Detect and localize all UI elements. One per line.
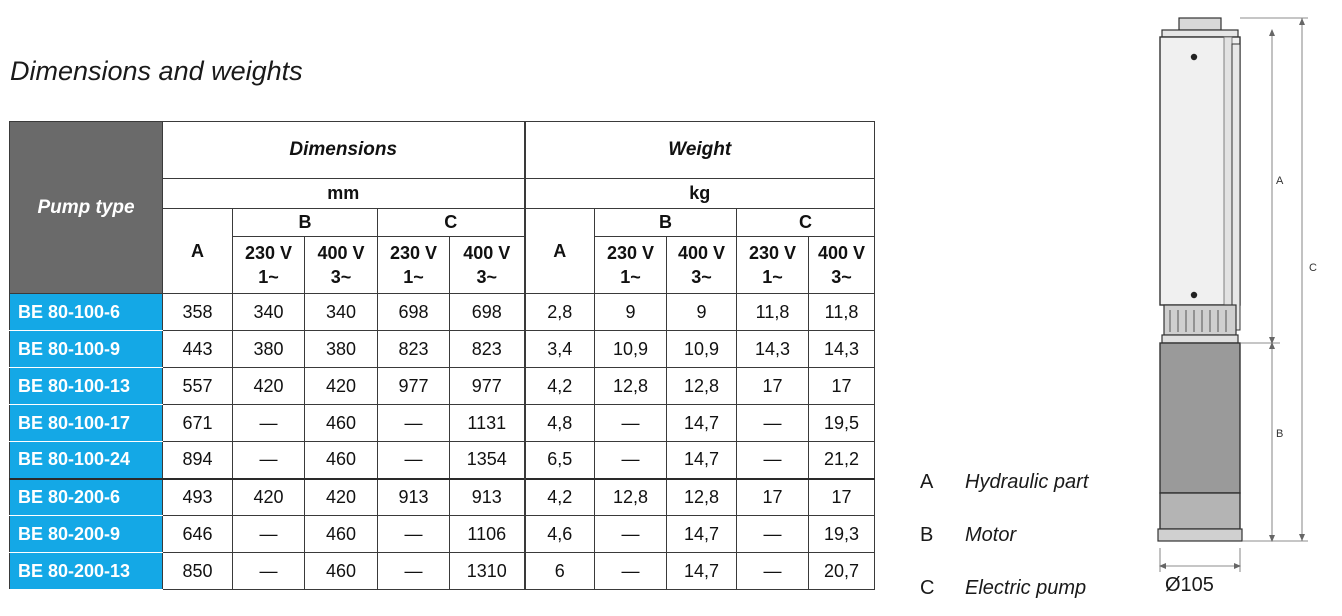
- table-row: [10, 479, 875, 516]
- dimension-label-b: B: [1276, 428, 1284, 440]
- voltage-header: [450, 237, 525, 294]
- dimension-label-a: A: [1276, 175, 1284, 187]
- value-cell: 460: [305, 516, 378, 553]
- value-cell: 1310: [450, 553, 525, 590]
- value-cell: 380: [305, 331, 378, 368]
- value-cell: —: [378, 442, 450, 479]
- voltage-header: [305, 237, 378, 294]
- value-cell: 1354: [450, 442, 525, 479]
- pump-drawing: [1140, 0, 1340, 616]
- value-cell: 443: [163, 331, 233, 368]
- value-cell: 557: [163, 368, 233, 405]
- table-row: [10, 516, 875, 553]
- value-cell: 1131: [450, 405, 525, 442]
- value-cell: —: [233, 553, 305, 590]
- value-cell: 358: [163, 294, 233, 331]
- value-cell: 671: [163, 405, 233, 442]
- value-cell: —: [233, 442, 305, 479]
- value-cell: 913: [378, 479, 450, 516]
- value-cell: —: [595, 405, 667, 442]
- value-cell: 698: [450, 294, 525, 331]
- value-cell: 380: [233, 331, 305, 368]
- voltage-label: 230 V: [748, 243, 797, 263]
- pump-type-cell: BE 80-200-13: [10, 553, 163, 590]
- dimensions-weights-table: [9, 121, 875, 590]
- voltage-header: [737, 237, 809, 294]
- table-row: [10, 294, 875, 331]
- value-cell: 20,7: [809, 553, 875, 590]
- value-cell: 21,2: [809, 442, 875, 479]
- diameter-label: Ø105: [1165, 574, 1214, 596]
- value-cell: —: [595, 553, 667, 590]
- value-cell: 14,7: [667, 553, 737, 590]
- value-cell: 6,5: [525, 442, 595, 479]
- voltage-label: 230 V: [244, 243, 293, 263]
- value-cell: 4,2: [525, 479, 595, 516]
- value-cell: 913: [450, 479, 525, 516]
- voltage-header: [595, 237, 667, 294]
- pump-type-cell: BE 80-100-9: [10, 331, 163, 368]
- value-cell: 12,8: [667, 479, 737, 516]
- value-cell: —: [737, 516, 809, 553]
- value-cell: 9: [667, 294, 737, 331]
- dim-col-c: C: [378, 209, 525, 237]
- value-cell: 340: [305, 294, 378, 331]
- value-cell: 646: [163, 516, 233, 553]
- value-cell: 19,5: [809, 405, 875, 442]
- value-cell: 4,6: [525, 516, 595, 553]
- pump-type-cell: BE 80-200-9: [10, 516, 163, 553]
- value-cell: 14,3: [737, 331, 809, 368]
- phase-label: 1~: [258, 267, 279, 287]
- phase-label: 1~: [620, 267, 641, 287]
- value-cell: 17: [809, 479, 875, 516]
- value-cell: —: [378, 516, 450, 553]
- voltage-label: 230 V: [389, 243, 438, 263]
- value-cell: —: [737, 553, 809, 590]
- value-cell: 4,8: [525, 405, 595, 442]
- table-row: [10, 553, 875, 590]
- value-cell: 17: [809, 368, 875, 405]
- value-cell: 10,9: [667, 331, 737, 368]
- value-cell: —: [737, 405, 809, 442]
- voltage-label: 400 V: [677, 243, 726, 263]
- value-cell: —: [737, 442, 809, 479]
- value-cell: —: [595, 516, 667, 553]
- value-cell: —: [233, 516, 305, 553]
- voltage-header: [378, 237, 450, 294]
- value-cell: 340: [233, 294, 305, 331]
- voltage-label: 400 V: [463, 243, 511, 263]
- value-cell: 493: [163, 479, 233, 516]
- value-cell: 460: [305, 442, 378, 479]
- value-cell: 4,2: [525, 368, 595, 405]
- value-cell: 850: [163, 553, 233, 590]
- legend-key: B: [920, 524, 934, 546]
- value-cell: 460: [305, 405, 378, 442]
- voltage-label: 400 V: [317, 243, 365, 263]
- value-cell: 2,8: [525, 294, 595, 331]
- pump-type-cell: BE 80-100-24: [10, 442, 163, 479]
- value-cell: 3,4: [525, 331, 595, 368]
- wt-col-c: C: [737, 209, 875, 237]
- value-cell: 460: [305, 553, 378, 590]
- voltage-label: 400 V: [817, 243, 866, 263]
- value-cell: 823: [378, 331, 450, 368]
- value-cell: 11,8: [737, 294, 809, 331]
- legend-label: Motor: [965, 524, 1017, 546]
- value-cell: 14,7: [667, 442, 737, 479]
- pump-type-header: Pump type: [10, 122, 163, 294]
- value-cell: 14,7: [667, 405, 737, 442]
- dimensions-header: Dimensions: [163, 122, 525, 179]
- voltage-header: [667, 237, 737, 294]
- phase-label: 3~: [691, 267, 712, 287]
- dim-col-b: B: [233, 209, 378, 237]
- page-title: Dimensions and weights: [10, 56, 303, 86]
- value-cell: 12,8: [595, 479, 667, 516]
- value-cell: 420: [233, 368, 305, 405]
- value-cell: 12,8: [595, 368, 667, 405]
- value-cell: 17: [737, 479, 809, 516]
- value-cell: 977: [450, 368, 525, 405]
- value-cell: 977: [378, 368, 450, 405]
- value-cell: 420: [305, 479, 378, 516]
- pump-type-cell: BE 80-100-13: [10, 368, 163, 405]
- voltage-header: [809, 237, 875, 294]
- wt-col-b: B: [595, 209, 737, 237]
- table-row: [10, 368, 875, 405]
- value-cell: 12,8: [667, 368, 737, 405]
- phase-label: 1~: [403, 267, 424, 287]
- value-cell: 14,7: [667, 516, 737, 553]
- value-cell: 10,9: [595, 331, 667, 368]
- phase-label: 3~: [831, 267, 852, 287]
- phase-label: 1~: [762, 267, 783, 287]
- legend-label: Electric pump: [965, 577, 1087, 599]
- table-row: [10, 442, 875, 479]
- dimension-label-c: C: [1309, 262, 1317, 274]
- value-cell: 19,3: [809, 516, 875, 553]
- value-cell: 14,3: [809, 331, 875, 368]
- value-cell: 9: [595, 294, 667, 331]
- table-row: [10, 331, 875, 368]
- value-cell: —: [595, 442, 667, 479]
- value-cell: 698: [378, 294, 450, 331]
- value-cell: 6: [525, 553, 595, 590]
- pump-type-cell: BE 80-100-17: [10, 405, 163, 442]
- dim-col-a: A: [163, 209, 233, 294]
- table-row: [10, 405, 875, 442]
- dimensions-unit: mm: [163, 179, 525, 209]
- value-cell: —: [378, 553, 450, 590]
- value-cell: 420: [305, 368, 378, 405]
- phase-label: 3~: [330, 267, 352, 287]
- value-cell: 894: [163, 442, 233, 479]
- weight-header: Weight: [525, 122, 875, 179]
- weight-unit: kg: [525, 179, 875, 209]
- value-cell: 823: [450, 331, 525, 368]
- legend-key: A: [920, 471, 934, 493]
- voltage-label: 230 V: [606, 243, 655, 263]
- legend-key: C: [920, 577, 935, 599]
- legend-label: Hydraulic part: [965, 471, 1089, 493]
- value-cell: —: [378, 405, 450, 442]
- value-cell: 17: [737, 368, 809, 405]
- pump-type-cell: BE 80-100-6: [10, 294, 163, 331]
- pump-type-cell: BE 80-200-6: [10, 479, 163, 516]
- value-cell: —: [233, 405, 305, 442]
- voltage-header: [233, 237, 305, 294]
- value-cell: 11,8: [809, 294, 875, 331]
- phase-label: 3~: [476, 267, 498, 287]
- value-cell: 1106: [450, 516, 525, 553]
- wt-col-a: A: [525, 209, 595, 294]
- value-cell: 420: [233, 479, 305, 516]
